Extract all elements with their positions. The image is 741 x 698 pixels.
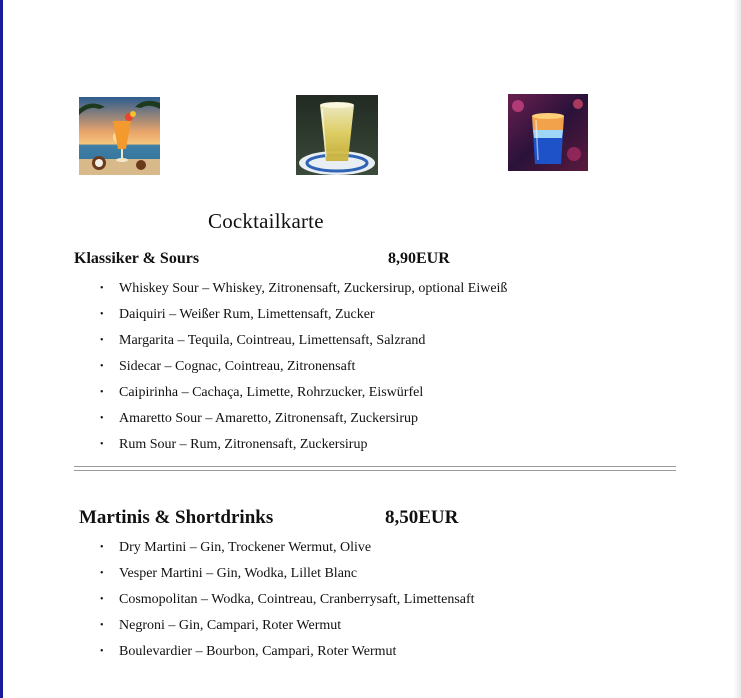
blue-shot-image (508, 94, 588, 171)
list-item: • Cosmopolitan – Wodka, Cointreau, Cranberrysaft, Limettensaft (100, 590, 475, 616)
blue-shot-photo (508, 94, 588, 171)
list-item: • Rum Sour – Rum, Zitronensaft, Zuckersirup (100, 435, 507, 461)
tropical-cocktail-photo (79, 97, 160, 175)
list-item: • Margarita – Tequila, Cointreau, Limettensaft, Salzrand (100, 331, 507, 357)
section-price-martinis: 8,50EUR (385, 507, 459, 528)
sour-drink-image (296, 95, 378, 175)
list-item: • Whiskey Sour – Whiskey, Zitronensaft, Zuckersirup, optional Eiweiß (100, 279, 507, 305)
section-price-klassiker: 8,90EUR (388, 250, 450, 267)
menu-title: Cocktailkarte (208, 209, 324, 233)
martinis-list (100, 538, 475, 668)
sour-drink-photo (296, 95, 378, 175)
list-item: • Negroni – Gin, Campari, Roter Wermut (100, 616, 475, 642)
page-left-border (0, 0, 3, 698)
tropical-cocktail-image (79, 97, 160, 175)
section-title-martinis: Martinis & Shortdrinks (79, 507, 274, 528)
klassiker-list (100, 279, 507, 461)
section-title-klassiker: Klassiker & Sours (74, 250, 200, 267)
list-item: • Daiquiri – Weißer Rum, Limettensaft, Zucker (100, 305, 507, 331)
list-item: • Sidecar – Cognac, Cointreau, Zitronensaft (100, 357, 507, 383)
list-item: • Caipirinha – Cachaça, Limette, Rohrzucker, Eiswürfel (100, 383, 507, 409)
list-item: • Amaretto Sour – Amaretto, Zitronensaft, Zuckersirup (100, 409, 507, 435)
list-item: • Boulevardier – Bourbon, Campari, Roter Wermut (100, 642, 475, 668)
section-divider (74, 466, 676, 471)
list-item: • Dry Martini – Gin, Trockener Wermut, Olive (100, 538, 475, 564)
page-right-edge (733, 0, 741, 698)
list-item: • Vesper Martini – Gin, Wodka, Lillet Blanc (100, 564, 475, 590)
